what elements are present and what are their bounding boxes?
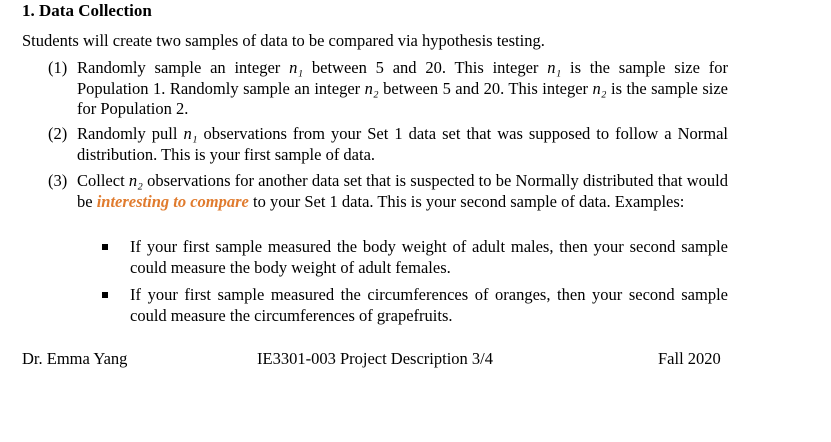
- item-text: Randomly sample an integer n₁ between 5 and 20. This integer n₁ is the sample size for Population 1. Randomly sample an integer n₂ between 5 and 20. This integer n₂ is the sample size for Population 2.: [77, 58, 729, 118]
- item-number: (1): [48, 58, 68, 77]
- example-item-2: [102, 285, 728, 326]
- item-text: Randomly pull n₁ observations from your Set 1 data set that was supposed to follow a Normal distribution. This is your first sample of data.: [77, 124, 728, 164]
- list-item-1: [48, 58, 728, 120]
- variable-n2: n₂: [364, 78, 379, 98]
- footer-author: Dr. Emma Yang: [22, 349, 128, 368]
- item-number: (3): [48, 171, 68, 190]
- emphasis-text: interesting to compare: [96, 191, 249, 211]
- example-text: If your first sample measured the circumferences of oranges, then your second sample could measure the circumferences of grapefruits.: [130, 285, 728, 325]
- list-item-3: [48, 171, 728, 212]
- footer-term: Fall 2020: [658, 349, 721, 368]
- item-number: (2): [48, 124, 68, 143]
- variable-n1: n₁: [289, 58, 304, 77]
- section-heading: 1. Data Collection: [22, 1, 152, 20]
- example-item-1: [102, 237, 728, 278]
- variable-n2: n₂: [128, 171, 143, 190]
- intro-paragraph: Students will create two samples of data to be compared via hypothesis testing.: [22, 31, 545, 50]
- example-text: If your first sample measured the body weight of adult males, then your second sample could measure the body weight of adult females.: [130, 237, 728, 277]
- item-text: Collect n₂ observations for another data set that is suspected to be Normally distributed that would be interesting to compare to your Set 1 data. This is your second sample of data. Examples:: [77, 171, 728, 211]
- square-bullet-icon: [102, 292, 108, 298]
- square-bullet-icon: [102, 244, 108, 250]
- footer-course: IE3301-003 Project Description 3/4: [257, 349, 493, 368]
- variable-n1: n₁: [183, 124, 198, 143]
- variable-n2: n₂: [592, 78, 607, 98]
- list-item-2: [48, 124, 728, 165]
- variable-n1: n₁: [547, 58, 562, 77]
